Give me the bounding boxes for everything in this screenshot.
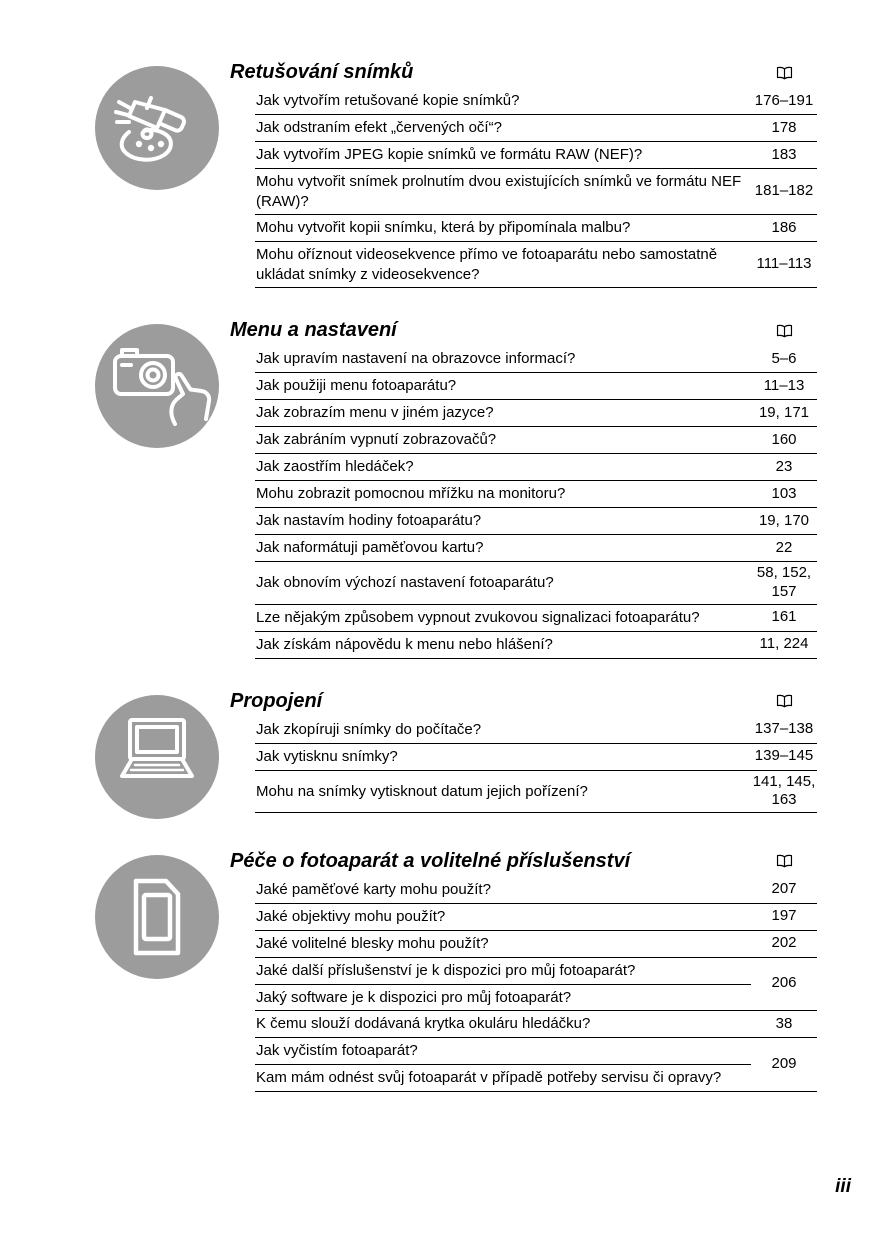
question-table xyxy=(255,877,817,1092)
section-content xyxy=(230,60,817,288)
question-cell xyxy=(255,904,751,930)
question-text: Jak vytvořím JPEG kopie snímků ve formátu RAW (NEF)? xyxy=(256,146,643,164)
toc-row xyxy=(255,717,817,744)
question-cell xyxy=(255,632,751,658)
question-text: Mohu vytvořit kopii snímku, která by připomínala malbu? xyxy=(256,219,631,237)
page-ref: 58, 152, 157 xyxy=(756,564,812,600)
palette-airbrush-icon xyxy=(95,66,219,190)
section-title: Propojení xyxy=(230,689,323,712)
page-ref: 11–13 xyxy=(763,376,805,394)
question-text: Jak zabráním vypnutí zobrazovačů? xyxy=(256,431,497,449)
page-number-folio: iii xyxy=(835,1176,851,1197)
section-header xyxy=(230,60,817,85)
section-content xyxy=(230,689,817,819)
section-camera-care xyxy=(0,849,875,1092)
section-content xyxy=(230,849,817,1092)
toc-row xyxy=(255,215,817,242)
page-ref: 202 xyxy=(771,934,797,952)
page-ref: 139–145 xyxy=(754,747,814,765)
page-ref: 207 xyxy=(771,880,797,898)
question-text: Mohu vytvořit snímek prolnutím dvou existujících snímků ve formátu NEF (RAW)? xyxy=(256,173,742,210)
page-ref: 176–191 xyxy=(754,91,814,109)
question-table xyxy=(255,88,817,288)
question-cell xyxy=(255,1011,751,1037)
question-cell xyxy=(255,931,751,957)
page-ref: 183 xyxy=(771,145,797,163)
section-icon-column xyxy=(0,60,230,288)
toc-row xyxy=(255,346,817,373)
toc-row xyxy=(255,115,817,142)
toc-row-group xyxy=(255,1038,817,1092)
toc-row xyxy=(255,169,817,215)
question-text: Jaké volitelné blesky mohu použít? xyxy=(256,934,489,952)
page-ref: 111–113 xyxy=(756,255,812,273)
toc-row xyxy=(255,605,817,632)
open-book-icon xyxy=(751,694,817,708)
question-text: Jaké objektivy mohu použít? xyxy=(256,907,446,925)
memory-card-icon xyxy=(95,855,219,979)
question-cell xyxy=(255,346,751,372)
page-ref: 19, 170 xyxy=(758,511,810,529)
question-cell xyxy=(255,427,751,453)
question-text: Jaké paměťové karty mohu použít? xyxy=(256,880,491,898)
section-connections xyxy=(0,689,875,819)
question-cell xyxy=(255,508,751,534)
question-text: Jaký software je k dispozici pro můj fotoaparát? xyxy=(255,984,751,1011)
question-text: K čemu slouží dodávaná krytka okuláru hledáčku? xyxy=(256,1015,591,1033)
section-menus-settings xyxy=(0,318,875,659)
question-cell xyxy=(255,242,751,287)
question-text: Jak získám nápovědu k menu nebo hlášení? xyxy=(256,635,553,653)
question-cell xyxy=(255,958,751,1011)
section-title: Menu a nastavení xyxy=(230,319,397,341)
section-header xyxy=(230,318,817,343)
question-cell xyxy=(255,481,751,507)
question-cell xyxy=(255,744,751,770)
question-cell xyxy=(255,142,751,168)
question-text: Mohu na snímky vytisknout datum jejich pořízení? xyxy=(256,782,588,800)
toc-row xyxy=(255,481,817,508)
page-ref: 5–6 xyxy=(771,349,797,367)
toc-row xyxy=(255,877,817,904)
question-cell xyxy=(255,877,751,903)
question-text: Jak použiji menu fotoaparátu? xyxy=(256,377,457,395)
toc-row xyxy=(255,632,817,659)
page-ref: 22 xyxy=(775,538,793,556)
open-book-icon xyxy=(751,854,817,868)
question-cell xyxy=(255,1038,751,1091)
page-ref: 197 xyxy=(771,907,797,925)
question-text: Jak vytisknu snímky? xyxy=(256,747,398,765)
toc-row-group xyxy=(255,958,817,1012)
question-text: Jak naformátuji paměťovou kartu? xyxy=(256,539,484,557)
page-ref: 141, 145, 163 xyxy=(752,772,816,809)
question-text: Kam mám odnést svůj fotoaparát v případě potřeby servisu či opravy? xyxy=(255,1064,751,1091)
question-cell xyxy=(255,535,751,561)
page-ref: 23 xyxy=(775,457,793,475)
page-ref: 103 xyxy=(771,484,797,502)
question-cell xyxy=(255,717,751,743)
question-text: Lze nějakým způsobem vypnout zvukovou signalizaci fotoaparátu? xyxy=(256,608,700,626)
question-text: Jak zobrazím menu v jiném jazyce? xyxy=(256,404,494,422)
page-ref: 38 xyxy=(775,1014,793,1032)
toc-row xyxy=(255,454,817,481)
page-ref: 11, 224 xyxy=(759,635,809,653)
section-title: Péče o fotoaparát a volitelné příslušenství xyxy=(230,849,631,872)
page-ref: 19, 171 xyxy=(758,403,810,421)
section-title: Retušování snímků xyxy=(230,61,414,83)
open-book-icon xyxy=(751,324,817,338)
toc-row xyxy=(255,427,817,454)
question-text: Jaké další příslušenství je k dispozici pro můj fotoaparát? xyxy=(256,961,636,979)
camera-hand-icon xyxy=(95,324,219,448)
question-cell xyxy=(255,169,751,214)
question-text: Jak nastavím hodiny fotoaparátu? xyxy=(256,512,482,530)
question-text: Jak odstraním efekt „červených očí“? xyxy=(256,119,502,137)
toc-row xyxy=(255,562,817,605)
toc-row xyxy=(255,931,817,958)
page-ref: 178 xyxy=(771,118,797,136)
question-cell xyxy=(255,562,751,604)
section-icon-column xyxy=(0,318,230,659)
question-text: Mohu oříznout videosekvence přímo ve fotoaparátu nebo samostatně ukládat snímky z videosekvence? xyxy=(256,246,718,283)
section-content xyxy=(230,318,817,659)
toc-row xyxy=(255,242,817,288)
question-text: Jak vyčistím fotoaparát? xyxy=(256,1042,418,1060)
question-cell xyxy=(255,400,751,426)
question-cell xyxy=(255,605,751,631)
section-icon-column xyxy=(0,689,230,819)
toc-row xyxy=(255,904,817,931)
page-ref: 137–138 xyxy=(754,720,814,738)
page-ref: 209 xyxy=(771,1054,797,1072)
question-cell xyxy=(255,115,751,141)
toc-row xyxy=(255,1011,817,1038)
toc-row xyxy=(255,535,817,562)
toc-row xyxy=(255,373,817,400)
question-text: Jak obnovím výchozí nastavení fotoaparátu? xyxy=(256,574,554,591)
question-text: Mohu zobrazit pomocnou mřížku na monitoru? xyxy=(256,485,566,503)
question-cell xyxy=(255,88,751,114)
question-table xyxy=(255,346,817,659)
toc-row xyxy=(255,744,817,771)
section-header xyxy=(230,689,817,714)
toc-row xyxy=(255,508,817,535)
page-ref: 206 xyxy=(771,974,797,992)
laptop-icon xyxy=(95,695,219,819)
section-retouching xyxy=(0,60,875,288)
page-ref: 160 xyxy=(771,430,797,448)
question-cell xyxy=(255,454,751,480)
page-ref: 186 xyxy=(771,218,797,236)
page-ref: 181–182 xyxy=(754,182,814,200)
toc-row xyxy=(255,400,817,427)
toc-row xyxy=(255,88,817,115)
question-text: Jak zkopíruji snímky do počítače? xyxy=(256,720,482,738)
question-cell xyxy=(255,771,751,813)
page-ref: 161 xyxy=(771,608,797,626)
toc-row xyxy=(255,771,817,814)
question-table xyxy=(255,717,817,814)
question-cell xyxy=(255,373,751,399)
question-text: Jak vytvořím retušované kopie snímků? xyxy=(256,92,520,110)
question-cell xyxy=(255,215,751,241)
section-header xyxy=(230,849,817,874)
section-icon-column xyxy=(0,849,230,1092)
open-book-icon xyxy=(751,66,817,80)
question-text: Jak zaostřím hledáček? xyxy=(256,458,414,476)
toc-row xyxy=(255,142,817,169)
question-text: Jak upravím nastavení na obrazovce informací? xyxy=(256,350,576,368)
